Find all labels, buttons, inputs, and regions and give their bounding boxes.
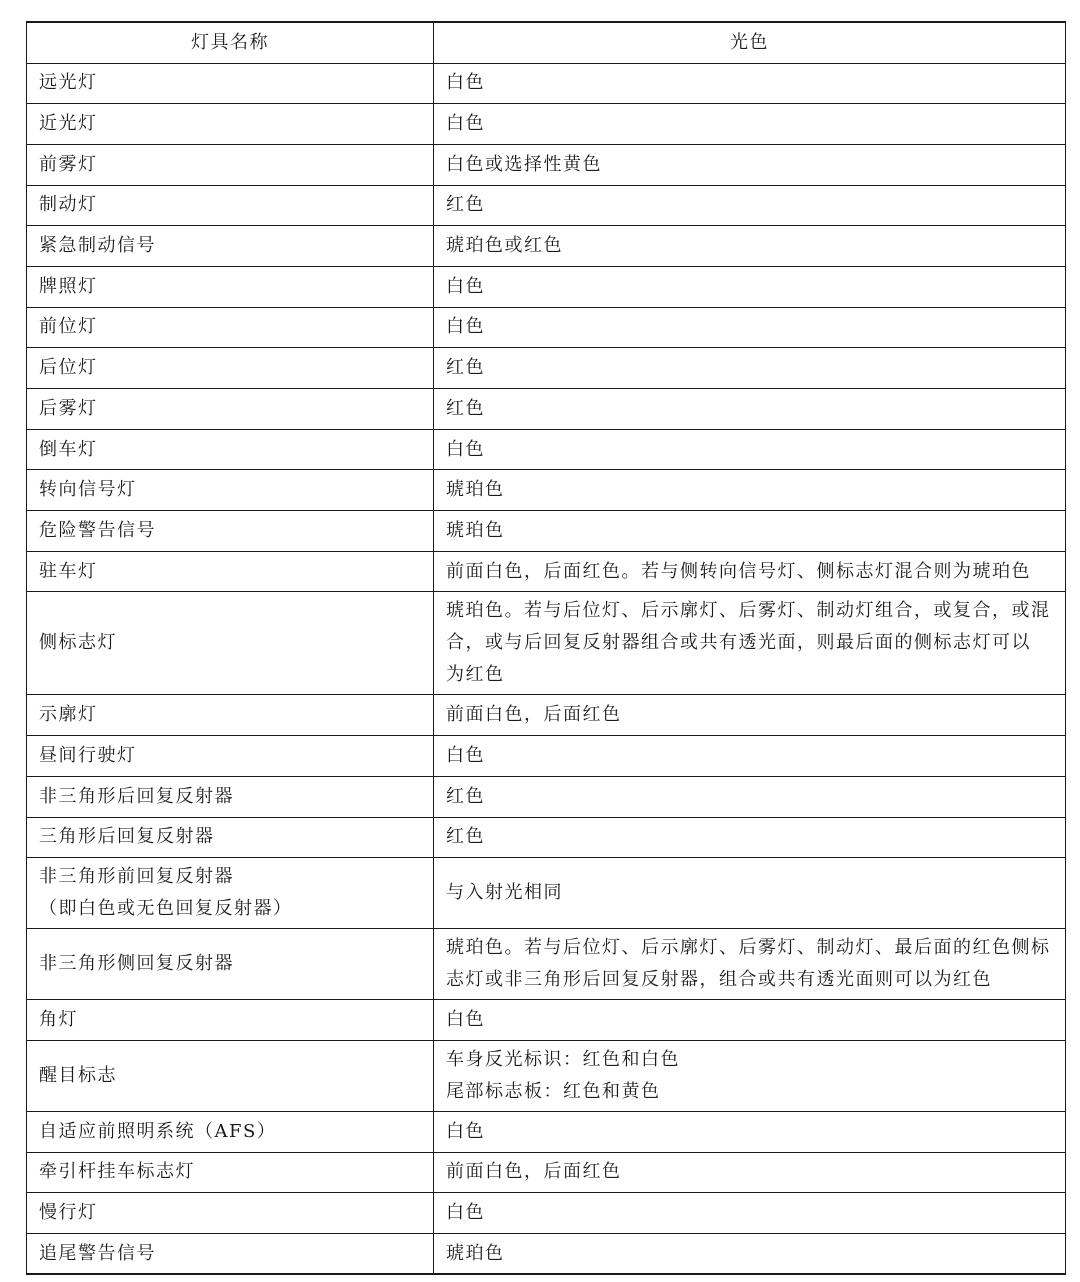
table-row: [27, 1040, 1066, 1111]
lamp-name-cell: 前位灯: [27, 307, 434, 348]
light-color-cell: 琥珀色: [434, 470, 1066, 511]
light-color-cell: 与入射光相同: [434, 858, 1066, 929]
lamp-name-cell: 近光灯: [27, 104, 434, 145]
light-color-cell: 红色: [434, 348, 1066, 389]
table-row: [27, 817, 1066, 858]
lamp-name-cell: 追尾警告信号: [27, 1233, 434, 1274]
lamp-name-cell: 非三角形侧回复反射器: [27, 929, 434, 1000]
table-row: [27, 429, 1066, 470]
table-row: [27, 185, 1066, 226]
light-color-cell: 琥珀色。若与后位灯、后示廓灯、后雾灯、制动灯组合，或复合，或混 合，或与后回复反射器组合或共有透光面，则最后面的侧标志灯可以 为红色: [434, 592, 1066, 695]
lamp-name-cell: 制动灯: [27, 185, 434, 226]
lamp-name-cell: 牌照灯: [27, 266, 434, 307]
light-color-cell: 前面白色，后面红色: [434, 1152, 1066, 1193]
table-row: [27, 1000, 1066, 1041]
lamp-name-cell: 驻车灯: [27, 551, 434, 592]
table-row: [27, 858, 1066, 929]
light-color-cell: 车身反光标识：红色和白色 尾部标志板：红色和黄色: [434, 1040, 1066, 1111]
lamp-name-cell: 前雾灯: [27, 144, 434, 185]
table-row: [27, 226, 1066, 267]
table-row: [27, 1233, 1066, 1274]
table-header-row: [27, 22, 1066, 63]
light-color-cell: 白色: [434, 1193, 1066, 1234]
light-color-cell: 红色: [434, 389, 1066, 430]
lamp-name-cell: 转向信号灯: [27, 470, 434, 511]
light-color-cell: 白色: [434, 63, 1066, 104]
lamp-name-cell: 醒目标志: [27, 1040, 434, 1111]
table-row: [27, 511, 1066, 552]
table-row: [27, 307, 1066, 348]
lamp-name-cell: 牵引杆挂车标志灯: [27, 1152, 434, 1193]
light-color-cell: 红色: [434, 185, 1066, 226]
light-color-cell: 白色: [434, 1000, 1066, 1041]
lamp-name-cell: 慢行灯: [27, 1193, 434, 1234]
table-row: [27, 736, 1066, 777]
table-row: [27, 104, 1066, 145]
lamp-name-cell: 危险警告信号: [27, 511, 434, 552]
table-row: [27, 592, 1066, 695]
light-color-cell: 琥珀色。若与后位灯、后示廓灯、后雾灯、制动灯、最后面的红色侧标 志灯或非三角形后回复反射器，组合或共有透光面则可以为红色: [434, 929, 1066, 1000]
table-row: [27, 470, 1066, 511]
lamp-name-cell: 远光灯: [27, 63, 434, 104]
light-color-cell: 白色: [434, 1111, 1066, 1152]
light-color-cell: 白色或选择性黄色: [434, 144, 1066, 185]
light-color-cell: 红色: [434, 817, 1066, 858]
light-color-cell: 白色: [434, 266, 1066, 307]
lamp-name-cell: 后雾灯: [27, 389, 434, 430]
table-row: [27, 551, 1066, 592]
table-row: [27, 776, 1066, 817]
table-row: [27, 695, 1066, 736]
light-color-cell: 前面白色，后面红色: [434, 695, 1066, 736]
lamp-name-cell: 三角形后回复反射器: [27, 817, 434, 858]
light-color-cell: 白色: [434, 429, 1066, 470]
table-row: [27, 389, 1066, 430]
header-lamp-name: 灯具名称: [27, 22, 434, 63]
lamp-name-cell: 侧标志灯: [27, 592, 434, 695]
table-row: [27, 348, 1066, 389]
light-color-cell: 琥珀色或红色: [434, 226, 1066, 267]
table-row: [27, 1152, 1066, 1193]
lamp-name-cell: 倒车灯: [27, 429, 434, 470]
light-color-cell: 红色: [434, 776, 1066, 817]
lamp-name-cell: 非三角形后回复反射器: [27, 776, 434, 817]
lamp-name-cell: 自适应前照明系统（AFS）: [27, 1111, 434, 1152]
light-color-cell: 白色: [434, 104, 1066, 145]
light-color-cell: 白色: [434, 736, 1066, 777]
table-row: [27, 144, 1066, 185]
lamp-name-cell: 昼间行驶灯: [27, 736, 434, 777]
table-row: [27, 63, 1066, 104]
lamp-name-cell: 紧急制动信号: [27, 226, 434, 267]
table-row: [27, 266, 1066, 307]
table-row: [27, 1111, 1066, 1152]
header-light-color: 光色: [434, 22, 1066, 63]
table-body: [27, 63, 1066, 1274]
lamp-name-cell: 非三角形前回复反射器 （即白色或无色回复反射器）: [27, 858, 434, 929]
lamp-color-table: [26, 21, 1066, 1275]
lamp-name-cell: 角灯: [27, 1000, 434, 1041]
light-color-cell: 琥珀色: [434, 511, 1066, 552]
light-color-cell: 白色: [434, 307, 1066, 348]
lamp-name-cell: 后位灯: [27, 348, 434, 389]
lamp-name-cell: 示廓灯: [27, 695, 434, 736]
table-row: [27, 929, 1066, 1000]
table-row: [27, 1193, 1066, 1234]
light-color-cell: 琥珀色: [434, 1233, 1066, 1274]
light-color-cell: 前面白色，后面红色。若与侧转向信号灯、侧标志灯混合则为琥珀色: [434, 551, 1066, 592]
